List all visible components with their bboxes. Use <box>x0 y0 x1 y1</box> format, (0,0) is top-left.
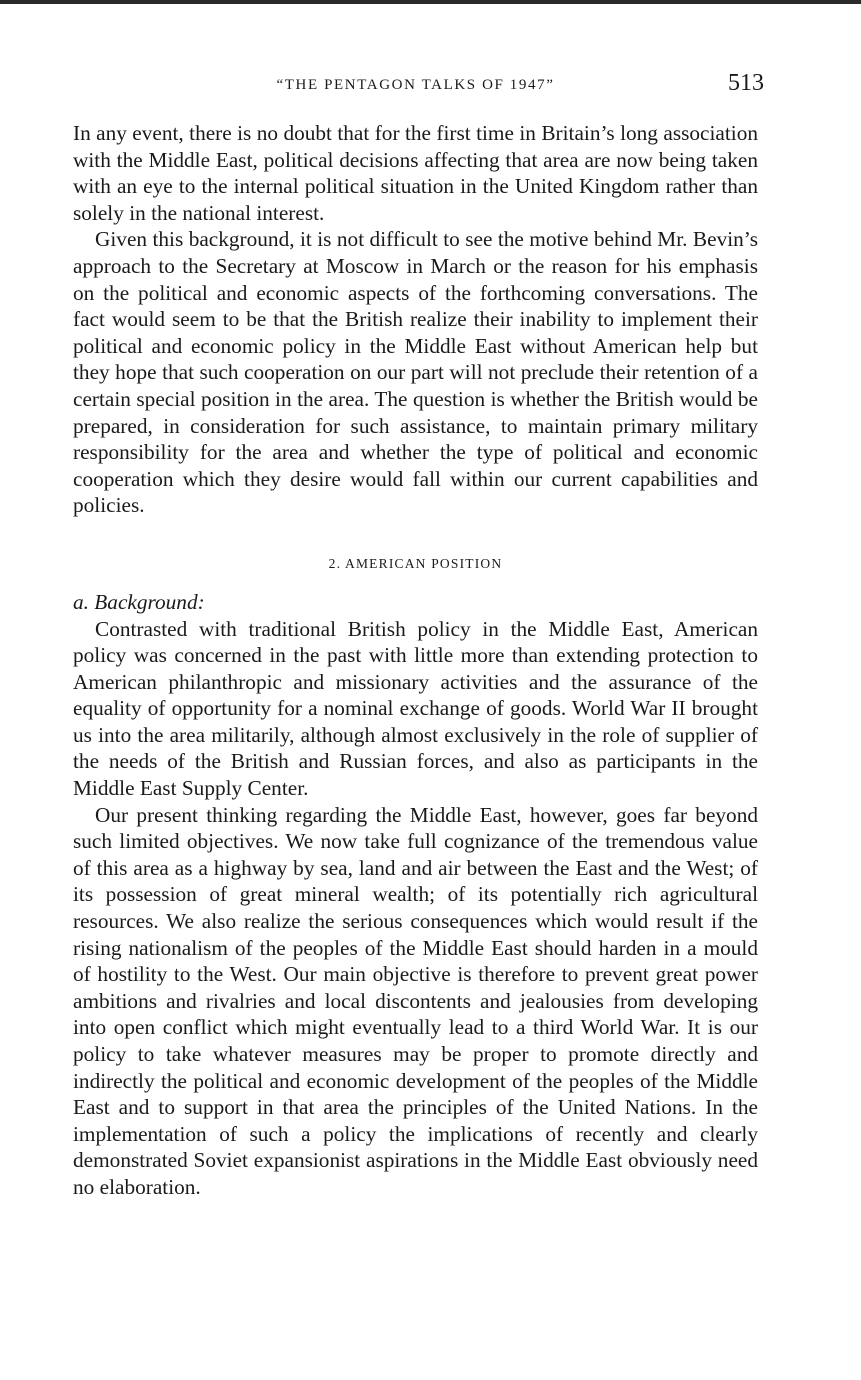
section-heading: 2. AMERICAN POSITION <box>328 555 503 571</box>
paragraph-traditional-policy: Contrasted with traditional British policy in the Middle East, American policy was concerned in the past with little more than extending protection to American philanthropic and missionary activities and the assurance of the equality of opportunity for a nominal exchange of goods. World War II brought us into the area militarily, although almost exclusively in the role of supplier of the needs of the British and Russian forces, and also as participants in the Middle East Supply Center. <box>73 616 758 801</box>
document-page <box>73 70 764 1201</box>
page-number: 513 <box>728 70 764 96</box>
paragraph-bevin-approach: Given this background, it is not difficult to see the motive behind Mr. Bevin’s approach to the Secretary at Moscow in March or the reason for his emphasis on the political and economic aspects of the forthcoming conversations. The fact would seem to be that the British realize their inability to implement their political and economic policy in the Middle East without American help but they hope that such cooperation on our part will not preclude their retention of a certain special position in the area. The question is whether the British would be prepared, in consideration for such assistance, to maintain primary military responsibility for the area and whether the type of political and economic cooperation which they desire would fall within our current capabilities and policies. <box>73 227 758 518</box>
running-header <box>73 70 764 106</box>
paragraph-present-thinking: Our present thinking regarding the Middle East, however, goes far beyond such limited objectives. We now take full cognizance of the tremendous value of this area as a highway by sea, land and air between the East and the West; of its possession of great mineral wealth; of its potentially rich agricultural resources. We also realize the serious consequences which would result if the rising nationalism of the peoples of the Middle East should harden in a mould of hostility to the West. Our main objective is therefore to prevent great power ambitions and rivalries and local discontents and jealousies from developing into open conflict which might eventually lead to a third World War. It is our policy to take whatever measures may be proper to promote directly and indirectly the political and economic development of the peoples of the Middle East and to support in that area the principles of the United Nations. In the implementation of such a policy the implications of recently and clearly demonstrated Soviet expansionist aspirations in the Middle East obviously need no elaboration. <box>73 802 758 1199</box>
running-title: “THE PENTAGON TALKS OF 1947” <box>276 77 555 93</box>
subheading-background: a. Background: <box>73 589 205 614</box>
paragraph-continued: In any event, there is no doubt that for the first time in Britain’s long association with the Middle East, political decisions affecting that area are now being taken with an eye to the internal political situation in the United Kingdom rather than solely in the national interest. <box>73 121 758 225</box>
top-border-rule <box>0 0 861 4</box>
